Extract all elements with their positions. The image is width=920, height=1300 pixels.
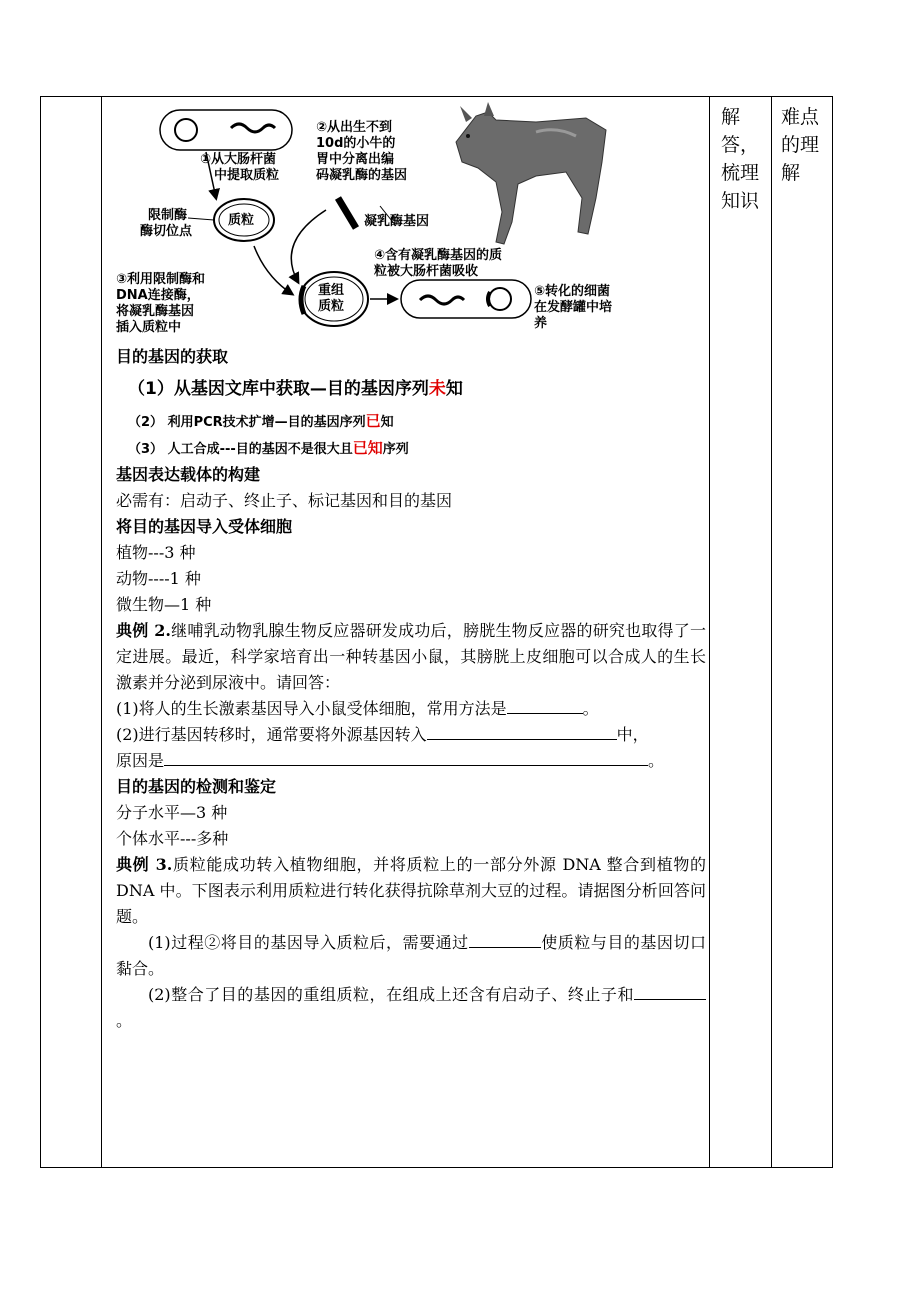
answer-blank[interactable] (507, 697, 583, 714)
purpose-line: 的理 (781, 134, 820, 156)
step3-label: ③利用限制酶和 DNA连接酶， 将凝乳酶基因 插入质粒中 (116, 272, 206, 335)
body-text: 必需有：启动子、终止子、标记基因和目的基因 (116, 491, 453, 510)
calf-illustration (456, 102, 606, 244)
purpose-line: 难点 (781, 106, 820, 128)
gene-label: 凝乳酶基因 (364, 214, 430, 229)
section-heading: 将目的基因导入受体细胞 (116, 517, 293, 536)
column-divider (771, 97, 772, 1167)
answer-blank[interactable] (469, 931, 541, 948)
step2-label: ②从出生不到 10d的小牛的 胃中分离出编 码凝乳酶的基因 (316, 120, 408, 183)
gene-segment (338, 198, 356, 228)
step4-label: ④含有凝乳酶基因的质 粒被大肠杆菌吸收 (374, 248, 503, 279)
purpose-line: 解 (781, 162, 801, 184)
bacterial-dna (231, 124, 275, 132)
method-line: 答， (721, 134, 760, 156)
purpose-column (781, 103, 819, 187)
content-column (116, 102, 706, 1034)
method-line: 梳理 (721, 162, 760, 184)
answer-blank[interactable] (634, 983, 706, 1000)
example-2-question-2-reason: 原因是 。 (116, 751, 665, 770)
method-line: 知识 (721, 190, 760, 212)
example-3: 典例 3.质粒能成功转入植物细胞，并将质粒上的一部分外源 DNA 整合到植物的 DNA 中。下图表示利用质粒进行转化获得抗除草剂大豆的过程。请据图分析回答问题。 (116, 855, 706, 926)
answer-blank[interactable] (427, 723, 617, 740)
method-line: 解 (721, 106, 741, 128)
plasmid-ring (175, 119, 197, 141)
body-text: 个体水平---多种 (116, 829, 229, 848)
example-3-question-1: (1)过程②将目的基因导入质粒后，需要通过 使质粒与目的基因切口黏合。 (116, 933, 706, 978)
example-3-question-2: (2)整合了目的基因的重组质粒，在组成上还含有启动子、终止子和。 (116, 982, 706, 1034)
step5-label: ⑤转化的细菌 在发酵罐中培 养 (534, 284, 613, 331)
body-text: 植物---3 种 (116, 543, 196, 562)
step1-label: ①从大肠杆菌 中提取质粒 (200, 152, 280, 183)
example-2-question-2: (2)进行基因转移时，通常要将外源基因转入 中， (116, 725, 649, 744)
cheese-enzyme-diagram (116, 102, 706, 342)
method-column (721, 103, 759, 215)
restriction-site-label: 限制酶 酶切位点 (140, 208, 193, 239)
body-text: 动物----1 种 (116, 569, 201, 588)
section-heading: 目的基因的获取 (116, 347, 229, 366)
body-text: 微生物—1 种 (116, 595, 212, 614)
example-2: 典例 2.继哺乳动物乳腺生物反应器研发成功后，膀胱生物反应器的研究也取得了一定进展。最近，科学家培育出一种转基因小鼠，其膀胱上皮细胞可以合成人的生长激素并分泌到尿液中。请回答： (116, 621, 706, 692)
column-divider (101, 97, 102, 1167)
bacterium-shape (160, 110, 292, 150)
recombinant-plasmid-label: 重组 质粒 (318, 283, 345, 314)
plasmid-label: 质粒 (228, 213, 255, 228)
section-heading: 基因表达载体的构建 (116, 465, 261, 484)
column-divider (709, 97, 710, 1167)
body-text: 分子水平—3 种 (116, 803, 228, 822)
answer-blank[interactable] (164, 749, 648, 766)
method-item-1: （1）从基因文库中获取—目的基因序列未知 (128, 379, 463, 399)
section-heading: 目的基因的检测和鉴定 (116, 777, 277, 796)
example-2-question-1: (1)将人的生长激素基因导入小鼠受体细胞，常用方法是 。 (116, 699, 599, 718)
method-item-3: （3） 人工合成---目的基因不是很大且已知序列 (128, 439, 409, 457)
method-item-2: （2） 利用PCR技术扩增—目的基因序列已知 (128, 412, 394, 430)
